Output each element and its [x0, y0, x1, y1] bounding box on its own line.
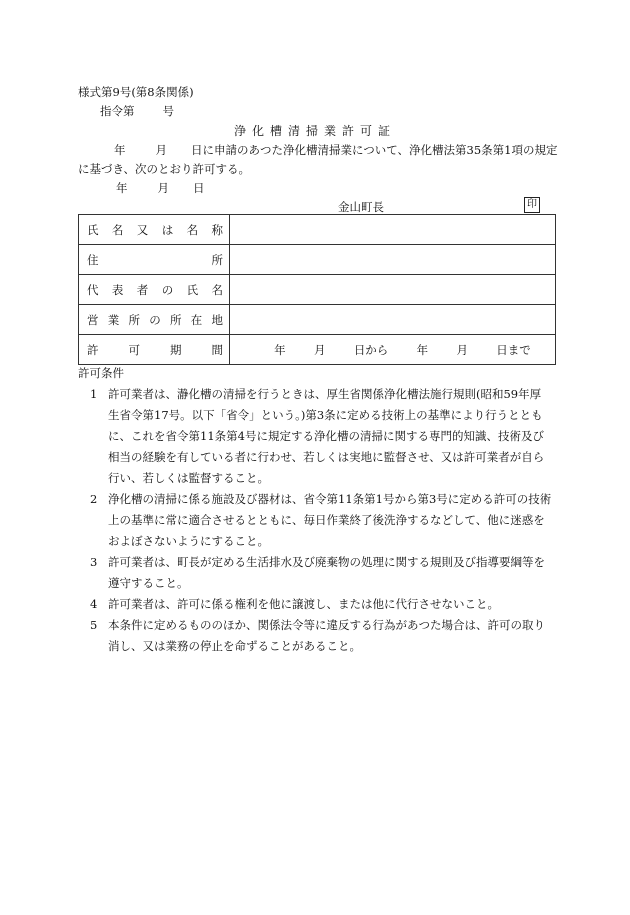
label-name: 氏名又は名称 — [79, 215, 230, 245]
condition-text: 許可業者は、許可に係る権利を他に譲渡し、または他に代行させないこと。 — [108, 597, 499, 611]
condition-text: 浄化槽の清掃に係る施設及び器材は、省令第11条第1号から第3号に定める許可の技術上の基準に常に適合させるとともに、毎日作業終了後洗浄するなどして、他に迷惑をおよぼさないようにすること。 — [108, 492, 552, 548]
document-title: 浄化槽清掃業許可証 — [233, 124, 396, 138]
label-representative: 代表者の氏名 — [79, 275, 230, 305]
value-address — [230, 245, 556, 275]
value-representative — [230, 275, 556, 305]
intro-paragraph — [78, 141, 558, 179]
period-from-month: 月 — [313, 342, 326, 357]
order-number-line — [100, 103, 174, 119]
list-item — [90, 489, 552, 552]
form-number-label: 様式第9号(第8条関係) — [78, 85, 194, 99]
condition-text: 許可業者は、町長が定める生活排水及び廃棄物の処理に関する規則及び指導要綱等を遵守すること。 — [108, 555, 545, 590]
label-license-period: 許可期間 — [79, 335, 230, 365]
conditions-heading: 許可条件 — [78, 366, 124, 380]
intro-month: 月 — [155, 143, 167, 157]
list-item — [90, 594, 552, 615]
value-office-location — [230, 305, 556, 335]
period-to-day: 日まで — [496, 342, 531, 357]
label-office-location: 営業所の所在地 — [79, 305, 230, 335]
period-from-year: 年 — [274, 342, 286, 357]
conditions-list — [78, 384, 552, 657]
table-row — [79, 335, 556, 365]
list-item — [90, 384, 552, 489]
condition-number: 2 — [90, 492, 98, 506]
table-row — [79, 215, 556, 245]
period-to-month: 月 — [456, 342, 468, 357]
condition-text: 許可業者は、瀞化槽の清掃を行うときは、厚生省関係浄化槽法施行規則(昭和59年厚生省令第17号。以下「省令」という。)第3条に定める技術上の基準により行うとともに、これを省令第11条第4号に規定する浄化槽の清掃に関する専門的知識、技術及び相当の経験を有している者に行わせ、若しくは実地に監督させ、又は許可業者が自ら行い、若しくは監督すること。 — [108, 387, 545, 485]
condition-number: 4 — [90, 597, 98, 611]
table-row — [79, 245, 556, 275]
intro-year: 年 — [114, 143, 126, 157]
label-address: 住所 — [79, 245, 230, 275]
seal-mark: 印 — [524, 197, 540, 213]
table-row — [79, 305, 556, 335]
period-from-day: 日から — [353, 342, 389, 357]
list-item — [90, 552, 552, 594]
license-info-table — [78, 214, 556, 365]
issue-day: 日 — [193, 181, 205, 195]
issue-month: 月 — [157, 181, 169, 195]
condition-number: 1 — [90, 387, 98, 401]
list-item — [90, 615, 552, 657]
table-row — [79, 275, 556, 305]
condition-number: 3 — [90, 555, 98, 569]
intro-text: 日に申請のあつた浄化槽清掃業について、浄化槽法第35条第1項の規定に基づき、次のとおり許可する。 — [78, 143, 558, 176]
order-number-suffix: 号 — [162, 104, 174, 118]
value-license-period — [230, 335, 556, 365]
issue-year: 年 — [116, 181, 128, 195]
issuer-name: 金山町長 — [338, 200, 384, 214]
order-number-prefix: 指令第 — [100, 104, 135, 118]
condition-number: 5 — [90, 618, 98, 632]
issue-date — [116, 180, 205, 196]
value-name — [230, 215, 556, 245]
condition-text: 本条件に定めるもののほか、関係法令等に違反する行為があつた場合は、許可の取り消し、又は業務の停止を命ずることがあること。 — [108, 618, 545, 653]
period-to-year: 年 — [416, 342, 429, 357]
